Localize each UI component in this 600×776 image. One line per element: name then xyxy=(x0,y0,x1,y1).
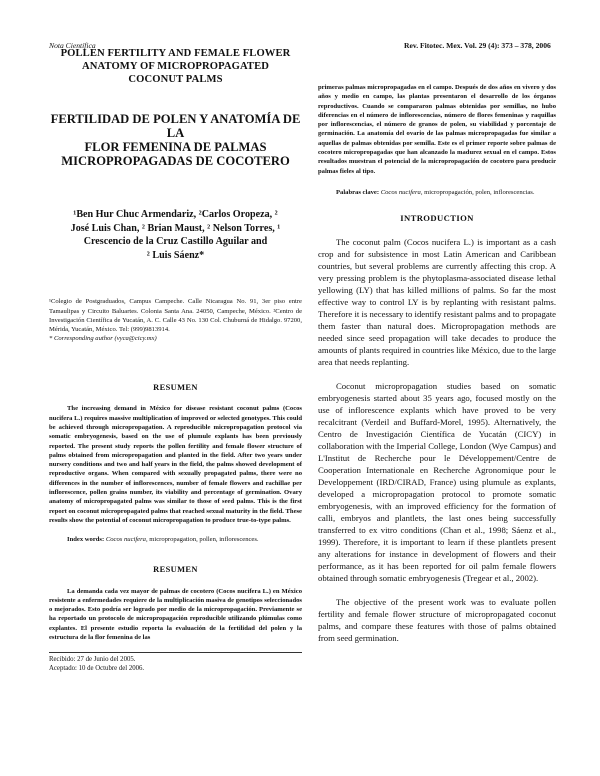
palabras-clave xyxy=(318,188,556,197)
title-english-line: ANATOMY OF MICROPROPAGATED xyxy=(82,61,269,72)
received-date: Recibido: 27 de Junio del 2005. xyxy=(49,656,136,664)
resumen-spanish-continued: primeras palmas micropropagadas en el campo. Después de dos años en vivero y dos años y medio en campo, las plantas presentaron el desarrollo de los órganos reproductivos. Cuando se compararon palmas obtenidas por semillas, no hubo diferencias en el número de inflorescencias, número de flores femeninas y raquillas por inflorescencias, el número de granos de polen, su viabilidad y porcentaje de germinación. La anatomía del ovario de las palmas micropropagadas fue similar a aquellas de palmas obtenidas por semilla. Este es el primer reporte sobre palmas de cocotero micropropagadas que han alcanzado la madurez sexual en el campo. Estos resultados muestran el potencial de la micropropagación de cocotero para producir palmas fieles al tipo. xyxy=(318,84,556,175)
title-spanish-line: FLOR FEMENINA DE PALMAS xyxy=(84,140,267,154)
author-line: José Luis Chan, ² Brian Maust, ² Nelson Torres, ¹ xyxy=(70,222,281,234)
intro-paragraph-3 xyxy=(318,596,556,644)
introduction-heading: INTRODUCTION xyxy=(400,213,474,224)
left-column xyxy=(49,0,302,674)
resumen-english-text xyxy=(49,404,302,525)
corresponding-author: * Corresponding author (vyca@cicy.mx) xyxy=(49,335,157,343)
intro-paragraph-3-text: The objective of the present work was to evaluate pollen fertility and female flower structure of micropropagated coconut palms, and compare these features with those of palms obtained from seed germination. xyxy=(318,597,556,644)
resumen-spanish-text xyxy=(49,587,302,643)
footnote-divider xyxy=(49,652,302,653)
title-english xyxy=(49,47,302,86)
title-spanish xyxy=(49,112,302,168)
resumen-spanish-body: La demanda cada vez mayor de palmas de cocotero (Cocos nucifera L.) en México resistente a enfermedades requiere de la multiplicación masiva de genotipos seleccionados o mejorados. Esto podría ser logrado por medio de la micropropagación. Previamente se ha reportado un protocolo de micropropagación reproducible utilizando plúmulas como explantes. El presente estudio reporta la evaluación de la fertilidad del polen y la estructura de la flor femenina de las xyxy=(49,587,302,642)
title-spanish-line: FERTILIDAD DE POLEN Y ANATOMÍA DE LA xyxy=(50,112,301,140)
accepted-date: Aceptado: 10 de Octubre del 2006. xyxy=(49,664,145,672)
index-words-label: Index words: xyxy=(67,536,105,544)
resumen-spanish-heading: RESUMEN xyxy=(153,564,198,574)
intro-paragraph-1-text: The coconut palm (Cocos nucifera L.) is important as a cash crop and for subsistence in most Latin American and Caribbean countries, but several problems are currently affecting this crop. A very pressing problem is the phytoplasma-associated disease lethal yellowing (LY) that has killed millions of palms. So far the most effective way to control LY is by replanting with resistant palms. Therefore it is necessary to identify resistant palms and to propagate them faster than natural does. Micropropagation methods are needed since seed propagation will take decades to produce the amounts of plants required in countries like México, due to the large area that needs replanting. xyxy=(318,237,556,368)
running-header-citation: Rev. Fitotec. Mex. Vol. 29 (4): 373 – 378, 2006 xyxy=(404,41,551,50)
running-header-section: Nota Científica xyxy=(49,41,96,50)
intro-paragraph-2 xyxy=(318,380,556,584)
author-line: Crescencio de la Cruz Castillo Aguilar and xyxy=(83,236,268,248)
index-words-species: Cocos nucifera xyxy=(105,536,146,544)
title-english-line: POLLEN FERTILITY AND FEMALE FLOWER xyxy=(60,48,291,59)
right-column xyxy=(318,83,556,644)
index-words-list: , micropropagation, pollen, inflorescences. xyxy=(145,536,259,544)
dates-footer xyxy=(49,656,302,673)
palabras-clave-label: Palabras clave: xyxy=(336,188,380,196)
palabras-clave-species: Cocos nucifera xyxy=(380,188,421,196)
resumen-english-heading: RESUMEN xyxy=(153,383,198,393)
intro-paragraph-2-text: Coconut micropropagation studies based on somatic embryogenesis started about 35 years ago, focused mostly on the use of inflorescence explants which have proved to be very recalcitrant (Verdeil and Buffard-Morel, 1995). Alternatively, the Centro de Investigación Científica de Yucatán (CICY) in collaboration with the Imperial College, London (Wye Campus) and L'Institut de Recherche pour le Développement/Centre de Cooperation Internationale en Recherche Agronomique pour le Developpement (IRD/CIRAD, France) using plumule as explants, developed a micropropagation protocol to promote somatic embryogenesis, with an improved efficiency for the formation of calli, embryos and plantlets, the last ones being successfully transferred to ex vitro conditions (Chan et al., 1998; Sáenz et al., 1999). Therefore, it is important to learn if these plantlets present any alterations for instance in development of flowers and their performance, as it has been reported for oil palm female flowers obtained through somatic embryogenesis (Tregear et al., 2002). xyxy=(318,381,556,584)
title-spanish-line: MICROPROPAGADAS DE COCOTERO xyxy=(61,154,290,168)
title-english-line: COCONUT PALMS xyxy=(128,74,223,85)
intro-paragraph-1 xyxy=(318,236,556,368)
author-line: ² Luis Sáenz* xyxy=(146,249,205,261)
affiliations xyxy=(49,297,302,343)
resumen-english-body: The increasing demand in México for disease resistant coconut palms (Cocos nucifera L.) requires massive multiplication of improved or selected genotypes. This could be achieved through micropropagation. A reproducible micropropagation protocol via somatic embryogenesis, based on the use of plumule explants has been previously reported. The present study reports the pollen fertility and female flower structure of palms obtained from micropropagation and planted in the field. After two years under nursery conditions and two and half years in the field, the palms showed development of reproductive organs. When compared with sexually propagated palms, there were no differences in the number of inflorescences, number of female flowers and rachillae per inflorescence, pollen grains number, its viability and percentage of germination. Ovary anatomy of micropropagated palms was similar to those of seed palms. This is the first report on coconut micropropagated palms that reached sexual maturity in the field. These results show the potential of coconut micropropagation to produce true-to-type palms. xyxy=(49,405,302,524)
affiliation-text: ¹Colegio de Postgraduados, Campus Campeche. Calle Nicaragua No. 91, 3er piso entre Tamaulipas y Circuito Baluartes. Colonia Santa Ana. 24050, Campeche, México. ²Centro de Investigación Científica de Yucatán, A. C. Calle 43 No. 130 Col. Chuburná de Hidalgo. 97200, Mérida, Yucatán, México. Tel: (999)9813914. xyxy=(49,298,302,333)
author-list xyxy=(49,208,302,262)
palabras-clave-list: , micropropagación, polen, inflorescencias. xyxy=(420,188,535,196)
index-words xyxy=(49,535,302,544)
author-line: ¹Ben Hur Chuc Armendariz, ²Carlos Oropeza, ² xyxy=(73,209,278,220)
